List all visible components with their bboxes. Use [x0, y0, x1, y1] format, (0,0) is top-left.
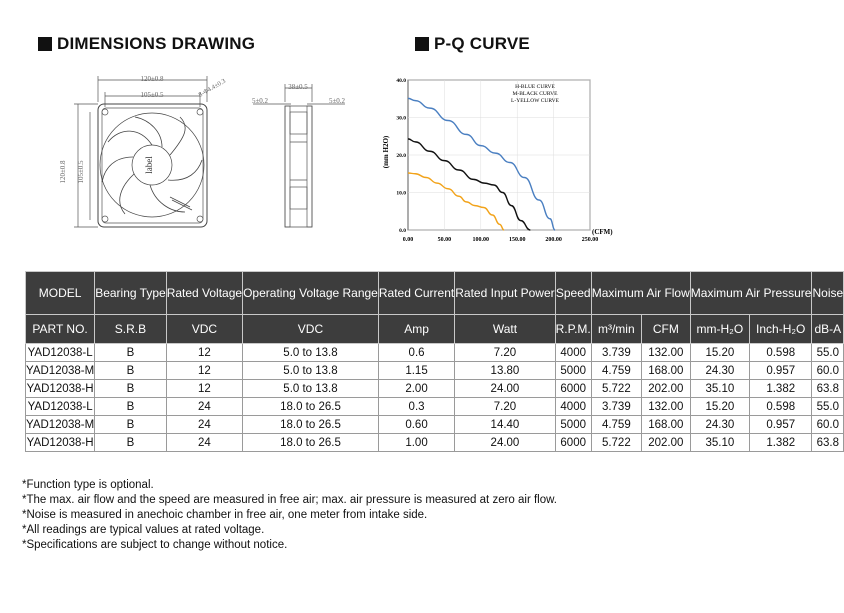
cell-rated-voltage: 12 — [166, 344, 242, 362]
table-unit-row — [26, 315, 844, 344]
legend-item: M-BLACK CURVE — [512, 91, 558, 97]
cell-current: 0.6 — [378, 344, 454, 362]
cell-rated-voltage: 24 — [166, 416, 242, 434]
cell-speed: 4000 — [555, 398, 591, 416]
depth-label: 38±0.5 — [288, 83, 308, 91]
header-air-pressure: Maximum Air Pressure — [690, 272, 812, 315]
cell-noise: 55.0 — [812, 344, 844, 362]
x-tick-label: 250.00 — [581, 237, 599, 243]
cell-part-no: YAD12038-H — [26, 434, 95, 452]
cell-pressure-mm: 35.10 — [690, 434, 749, 452]
cell-flow-cfm: 132.00 — [641, 398, 690, 416]
table-row — [26, 416, 844, 434]
cell-pressure-inch: 0.957 — [749, 416, 812, 434]
cell-operating-voltage: 5.0 to 13.8 — [243, 362, 379, 380]
cell-current: 2.00 — [378, 380, 454, 398]
cell-pressure-inch: 1.382 — [749, 434, 812, 452]
outer-height-label: 120±0.8 — [59, 160, 67, 184]
table-row — [26, 362, 844, 380]
header-noise: Noise — [812, 272, 844, 315]
cell-flow-cfm: 132.00 — [641, 344, 690, 362]
note-line: *All readings are typical values at rated voltage. — [22, 524, 265, 536]
cell-speed: 6000 — [555, 380, 591, 398]
cell-noise: 55.0 — [812, 398, 844, 416]
hub-label-text: label — [144, 156, 154, 174]
cell-flow-m3: 5.722 — [591, 434, 641, 452]
cell-pressure-inch: 0.957 — [749, 362, 812, 380]
header-speed: Speed — [555, 272, 591, 315]
cell-pressure-inch: 1.382 — [749, 380, 812, 398]
note-line: *Function type is optional. — [22, 479, 154, 491]
dimensions-title-text: DIMENSIONS DRAWING — [57, 34, 256, 53]
x-tick-label: 0.00 — [402, 237, 414, 243]
x-tick-label: 100.00 — [472, 237, 490, 243]
unit-rated-voltage: VDC — [166, 315, 242, 344]
cell-flow-cfm: 202.00 — [641, 434, 690, 452]
chart-legend — [511, 84, 560, 104]
cell-speed: 6000 — [555, 434, 591, 452]
table-header-row — [26, 272, 844, 315]
legend-item: L-YELLOW CURVE — [511, 98, 559, 104]
specification-table — [25, 271, 844, 452]
cell-current: 0.3 — [378, 398, 454, 416]
y-tick-label: 30.0 — [396, 115, 406, 122]
cell-flow-m3: 4.759 — [591, 416, 641, 434]
cell-power: 7.20 — [455, 344, 555, 362]
cell-noise: 63.8 — [812, 380, 844, 398]
unit-flow-m3: m³/min — [591, 315, 641, 344]
flange-left-label: 5±0.2 — [251, 97, 269, 105]
pq-curve-heading — [415, 34, 530, 54]
cell-operating-voltage: 18.0 to 26.5 — [243, 434, 379, 452]
unit-pressure-inch: Inch-H₂O — [749, 315, 812, 344]
cell-flow-m3: 3.739 — [591, 398, 641, 416]
pq-curve-chart — [380, 72, 620, 250]
cell-bearing: B — [95, 398, 167, 416]
table-row — [26, 398, 844, 416]
cell-rated-voltage: 24 — [166, 434, 242, 452]
y-tick-label: 40.0 — [396, 78, 406, 84]
cell-operating-voltage: 18.0 to 26.5 — [243, 398, 379, 416]
cell-pressure-mm: 15.20 — [690, 398, 749, 416]
cell-current: 1.15 — [378, 362, 454, 380]
outer-width-label: 120±0.8 — [140, 75, 164, 83]
cell-current: 1.00 — [378, 434, 454, 452]
header-model: MODEL — [26, 272, 95, 315]
unit-operating-voltage: VDC — [243, 315, 379, 344]
header-rated-current: Rated Current — [378, 272, 454, 315]
cell-flow-cfm: 202.00 — [641, 380, 690, 398]
hole-width-label: 105±0.5 — [140, 91, 164, 99]
cell-noise: 60.0 — [812, 362, 844, 380]
unit-part-no: PART NO. — [26, 315, 95, 344]
cell-pressure-inch: 0.598 — [749, 344, 812, 362]
unit-current: Amp — [378, 315, 454, 344]
footnotes — [22, 478, 557, 553]
cell-noise: 63.8 — [812, 434, 844, 452]
cell-part-no: YAD12038-H — [26, 380, 95, 398]
y-tick-label: 20.0 — [396, 153, 406, 159]
cell-noise: 60.0 — [812, 416, 844, 434]
cell-pressure-mm: 35.10 — [690, 380, 749, 398]
cell-speed: 5000 — [555, 416, 591, 434]
cell-flow-m3: 4.759 — [591, 362, 641, 380]
cell-pressure-mm: 15.20 — [690, 344, 749, 362]
cell-flow-m3: 5.722 — [591, 380, 641, 398]
cell-operating-voltage: 5.0 to 13.8 — [243, 380, 379, 398]
unit-flow-cfm: CFM — [641, 315, 690, 344]
cell-power: 14.40 — [455, 416, 555, 434]
hole-diameter-label: 8-Φ4.4±0.3 — [197, 77, 227, 99]
cell-current: 0.60 — [378, 416, 454, 434]
cell-bearing: B — [95, 380, 167, 398]
cell-operating-voltage: 5.0 to 13.8 — [243, 344, 379, 362]
x-tick-label: 50.00 — [437, 237, 452, 243]
cell-power: 13.80 — [455, 362, 555, 380]
x-tick-label: 200.00 — [545, 237, 562, 243]
pq-title-text: P-Q CURVE — [434, 34, 530, 53]
cell-pressure-mm: 24.30 — [690, 416, 749, 434]
header-rated-power: Rated Input Power — [455, 272, 555, 315]
x-axis-label: (CFM) — [592, 228, 613, 236]
cell-pressure-inch: 0.598 — [749, 398, 812, 416]
header-bearing: Bearing Type — [95, 272, 167, 315]
header-air-flow: Maximum Air Flow — [591, 272, 690, 315]
y-tick-label: 10.0 — [396, 190, 406, 197]
unit-bearing: S.R.B — [95, 315, 167, 344]
cell-part-no: YAD12038-M — [26, 362, 95, 380]
hole-height-label: 105±0.5 — [77, 160, 85, 184]
unit-speed: R.P.M. — [555, 315, 591, 344]
cell-rated-voltage: 24 — [166, 398, 242, 416]
y-axis-label: (mm H2O) — [382, 135, 390, 169]
cell-bearing: B — [95, 362, 167, 380]
note-line: *The max. air flow and the speed are measured in free air; max. air pressure is measured at zero air flow. — [22, 494, 557, 506]
cell-speed: 5000 — [555, 362, 591, 380]
cell-flow-m3: 3.739 — [591, 344, 641, 362]
y-tick-label: 0.0 — [399, 228, 406, 234]
cell-speed: 4000 — [555, 344, 591, 362]
cell-power: 7.20 — [455, 398, 555, 416]
cell-part-no: YAD12038-L — [26, 398, 95, 416]
flange-right-label: 5±0.2 — [328, 97, 346, 105]
cell-rated-voltage: 12 — [166, 380, 242, 398]
unit-pressure-mm: mm-H₂O — [690, 315, 749, 344]
header-operating-voltage: Operating Voltage Range — [243, 272, 379, 315]
header-rated-voltage: Rated Voltage — [166, 272, 242, 315]
cell-power: 24.00 — [455, 380, 555, 398]
cell-bearing: B — [95, 434, 167, 452]
table-row — [26, 380, 844, 398]
cell-operating-voltage: 18.0 to 26.5 — [243, 416, 379, 434]
cell-pressure-mm: 24.30 — [690, 362, 749, 380]
cell-part-no: YAD12038-L — [26, 344, 95, 362]
table-row — [26, 344, 844, 362]
unit-power: Watt — [455, 315, 555, 344]
note-line: *Specifications are subject to change without notice. — [22, 539, 288, 551]
cell-flow-cfm: 168.00 — [641, 362, 690, 380]
cell-bearing: B — [95, 344, 167, 362]
table-row — [26, 434, 844, 452]
cell-bearing: B — [95, 416, 167, 434]
x-tick-label: 150.00 — [508, 237, 526, 243]
unit-noise: dB-A — [812, 315, 844, 344]
cell-power: 24.00 — [455, 434, 555, 452]
dimensions-drawing — [50, 72, 350, 247]
legend-item: H-BLUE CURVE — [515, 84, 555, 90]
heading-square-icon — [415, 37, 429, 51]
dimensions-drawing-heading — [38, 34, 255, 54]
note-line: *Noise is measured in anechoic chamber in free air, one meter from intake side. — [22, 509, 428, 521]
cell-rated-voltage: 12 — [166, 362, 242, 380]
cell-flow-cfm: 168.00 — [641, 416, 690, 434]
cell-part-no: YAD12038-M — [26, 416, 95, 434]
heading-square-icon — [38, 37, 52, 51]
